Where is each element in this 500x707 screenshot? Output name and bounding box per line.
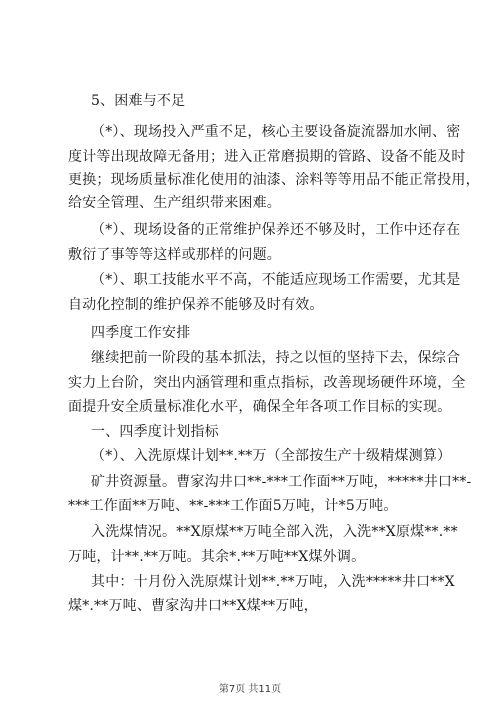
text-line: 矿井资源量。曹家沟井口**-***工作面**万吨，*****井口**- — [91, 474, 472, 490]
text-line: 入洗煤情况。**X原煤**万吨全部入洗，入洗**X原煤**.** — [91, 524, 458, 540]
text-line: 面提升安全质量标准化水平，确保全年各项工作目标的实现。 — [68, 399, 452, 415]
text-line: （*）、入洗原煤计划**.**万（全部按生产十级精煤测算） — [91, 448, 452, 464]
text-line: 给安全管理、生产组织带来困难。 — [68, 195, 281, 211]
text-line: （*）、职工技能水平不高，不能适应现场工作需要，尤其是 — [91, 272, 461, 288]
text-line: 万吨，计**.**万吨。其余*.**万吨**X煤外调。 — [68, 549, 366, 565]
text-line: 实力上台阶，突出内涵管理和重点指标，改善现场硬件环境，全 — [68, 375, 466, 391]
text-line: 5、困难与不足 — [91, 93, 186, 109]
text-line: （*）、现场投入严重不足，核心主要设备旋流器加水闸、密 — [91, 124, 461, 140]
text-line: 度计等出现故障无备用；进入正常磨损期的管路、设备不能及时 — [68, 149, 466, 165]
section-heading: 一、四季度计划指标 — [91, 424, 219, 440]
text-line: 敷衍了事等等这样或那样的问题。 — [68, 247, 281, 263]
section-heading: 四季度工作安排 — [91, 325, 191, 341]
text-line: （*）、现场设备的正常维护保养还不够及时，工作中还存在 — [91, 222, 461, 238]
text-line: 其中：十月份入洗原煤计划**.**万吨，入洗*****井口**X — [91, 574, 455, 590]
text-line: 更换；现场质量标准化使用的油漆、涂料等等用品不能正常投用， — [68, 172, 480, 188]
text-line: 自动化控制的维护保养不能够及时有效。 — [68, 297, 324, 313]
text-line: 煤*.**万吨、曹家沟井口**X煤**万吨， — [68, 598, 318, 614]
page-footer: 第7页 共11页 — [218, 684, 282, 695]
text-line: 继续把前一阶段的基本抓法，持之以恒的坚持下去，保综合 — [91, 350, 461, 366]
text-line: ***工作面**万吨、**-***工作面5万吨，计*5万吨。 — [68, 498, 398, 514]
